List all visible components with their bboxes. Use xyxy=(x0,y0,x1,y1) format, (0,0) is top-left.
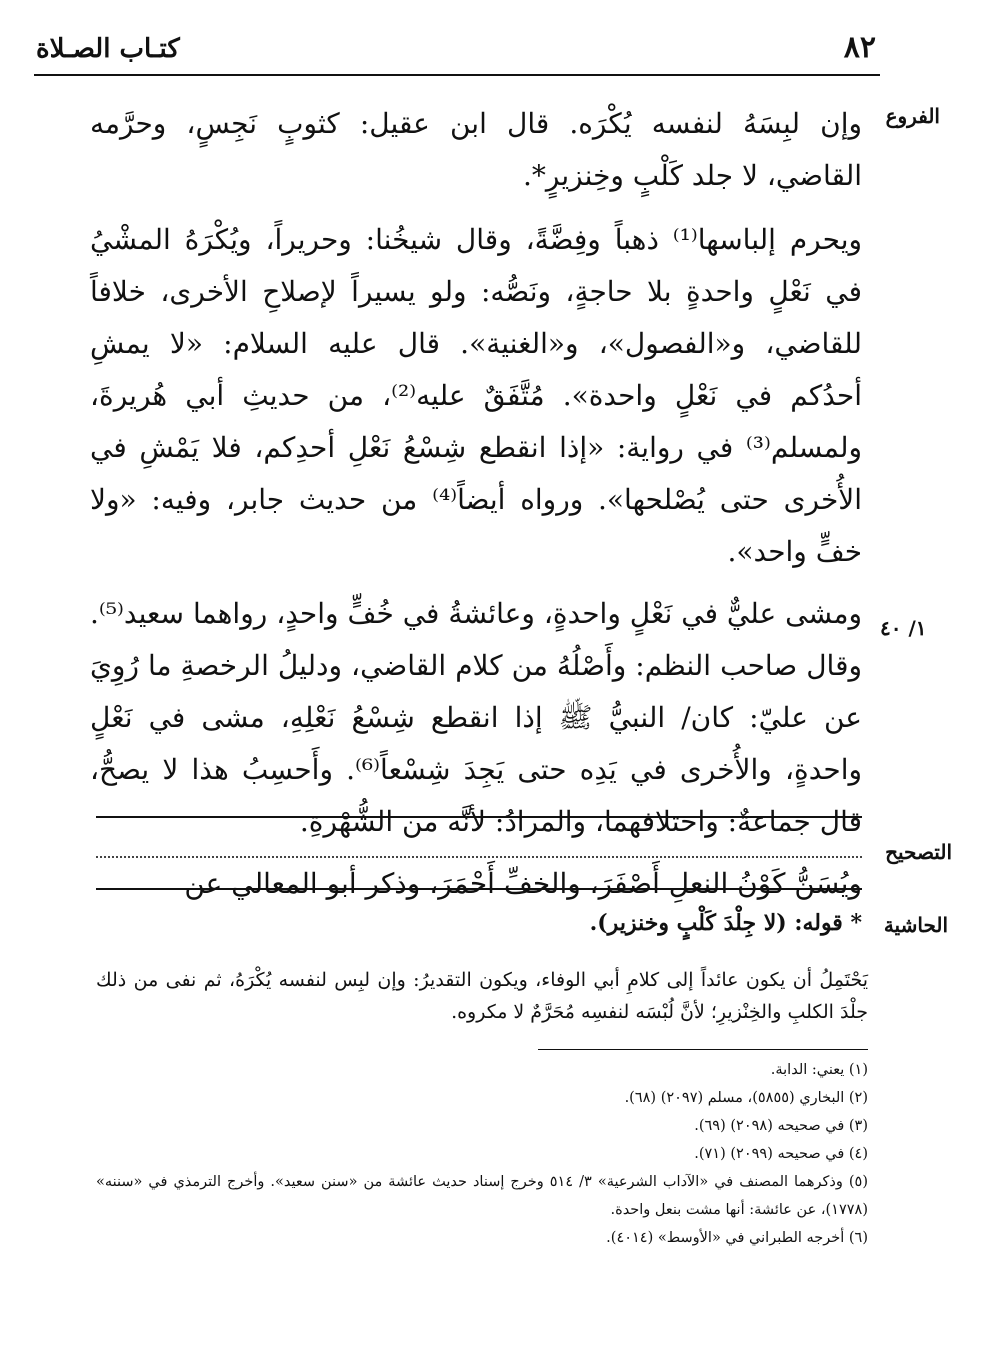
main-paragraph: وإن لبِسَهُ لنفسه يُكْرَه. قال ابن عقيل: كثوبٍ نَجِسٍ، وحرَّمه القاضي، لا جلد كَلْبٍ وخِنزيرٍ*. xyxy=(90,107,862,192)
footnotes-list xyxy=(96,1056,868,1252)
main-paragraph: ويحرم إلباسها⁽¹⁾ ذهباً وفِضَّةً، وقال شيخُنا: وحريراً، ويُكْرَهُ المشْيُ في نَعْلٍ واحدةٍ بلا حاجةٍ، ونَصُّه: ولو يسيراً لإصلاحِ الأخرى، خلافاً للقاضي، و«الفصول»، و«الغنية». قال عليه السلام: «لا يمشِ أحدُكم في نَعْلٍ واحدة». مُتَّفَقٌ عليه⁽²⁾، من حديثِ أبي هُريرةَ، ولمسلم⁽³⁾ في رواية: «إذا انقطع شِسْعُ نَعْلِ أحدِكم، فلا يَمْشِ في الأُخرى حتى يُصْلحها». ورواه أيضاً⁽⁴⁾ من حديث جابر، وفيه: «ولا خفٍّ واحد». xyxy=(90,223,863,568)
running-header-title: كتـاب الصـلاة xyxy=(36,34,180,64)
margin-label-tashih: التصحيح xyxy=(885,840,952,864)
main-text-rule xyxy=(96,816,862,818)
footnote-item: (٥) وذكرهما المصنف في «الآداب الشرعية» ٣/ ٥١٤ وخرج إسناد حديث عائشة من «سنن سعيد». وأخرج الترمذي في «سننه» (١٧٧٨)، عن عائشة: أنها مشت بنعل واحدة. xyxy=(96,1174,869,1218)
hashiya-body: يَحْتَمِلُ أن يكون عائداً إلى كلامِ أبي الوفاء، ويكون التقديرُ: وإن لبِس لنفسه يُكْرَهُ، ثم نفى من ذلك جلْدَ الكلبِ والخِنْزيرِ؛ لأنَّ لُبْسَه لنفسِه مُحَرَّمٌ لا مكروه. xyxy=(96,969,868,1023)
main-text-block xyxy=(90,98,862,910)
footnote-item: (٦) أخرجه الطبراني في «الأوسط» (٤٠١٤). xyxy=(606,1230,868,1246)
main-paragraph: ويُسَنُّ كَوْنُ النعلِ أَصْفَرَ، والخفِّ أَحْمَرَ، وذكر أبو المعالي عن xyxy=(184,867,862,900)
footnote-item: (١) يعني: الدابة. xyxy=(770,1062,868,1078)
header-rule xyxy=(34,74,880,76)
margin-page-reference: ١/ ٤٠ xyxy=(880,616,927,640)
footnote-item: (٢) البخاري (٥٨٥٥)، مسلم (٢٠٩٧) (٦٨). xyxy=(624,1090,868,1106)
tashih-rule xyxy=(96,888,862,890)
margin-label-furu: الفروع xyxy=(885,104,940,128)
footnote-item: (٤) في صحيحه (٢٠٩٩) (٧١). xyxy=(694,1146,868,1162)
page-number: ٨٢ xyxy=(843,30,876,65)
main-paragraph: ومشى عليٌّ في نَعْلٍ واحدةٍ، وعائشةُ في خُفٍّ واحدٍ، رواهما سعيد⁽⁵⁾. وقال صاحب النظم: وأَصْلُهُ من كلام القاضي، ودليلُ الرخصةِ ما رُوِيَ عن عليّ: كان/ النبيُّ ﷺ إذا انقطع شِسْعُ نَعْلِهِ، مشى في نَعْلٍ واحدةٍ، والأُخرى في يَدِه حتى يَجِدَ شِسْعاً⁽⁶⁾. وأَحسِبُ هذا لا يصحُّ، قال جماعةٌ: واختلافهما، والمرادُ: لأنَّه من الشُّهْرةِ. xyxy=(90,597,862,838)
margin-label-hashiya: الحاشية xyxy=(883,913,948,937)
footnote-item: (٣) في صحيحه (٢٠٩٨) (٦٩). xyxy=(694,1118,868,1134)
hashiya-heading: * قوله: (لا جِلْدَ كَلْبٍ وخنزير). xyxy=(589,910,862,936)
tashih-dotted-line xyxy=(96,856,862,858)
footnote-separator xyxy=(538,1049,868,1050)
